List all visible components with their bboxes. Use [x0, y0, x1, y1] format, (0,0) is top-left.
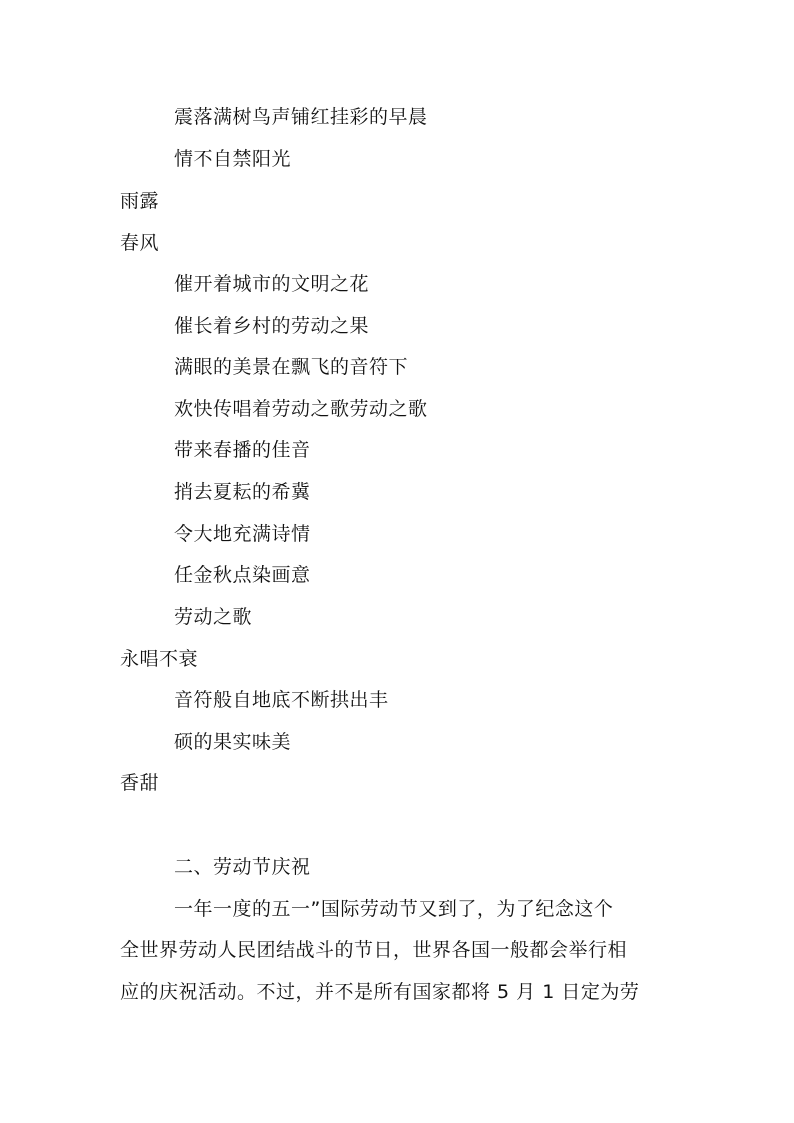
poem-line: 雨露 — [120, 190, 160, 212]
poem-line: 带来春播的佳音 — [174, 439, 311, 461]
poem-line: 欢快传唱着劳动之歌劳动之歌 — [174, 398, 428, 420]
poem-line: 音符般自地底不断拱出丰 — [174, 689, 389, 711]
poem-line: 硕的果实味美 — [174, 731, 292, 753]
poem-line: 香甜 — [120, 772, 160, 794]
paragraph-line: 一年一度的五一”国际劳动节又到了，为了纪念这个 — [174, 898, 614, 920]
poem-line: 捎去夏耘的希冀 — [174, 481, 311, 503]
poem-line: 劳动之歌 — [174, 606, 253, 628]
poem-line: 春风 — [120, 232, 160, 254]
poem-line: 满眼的美景在飘飞的音符下 — [174, 356, 409, 378]
poem-line: 情不自禁阳光 — [174, 148, 292, 170]
poem-line: 任金秋点染画意 — [174, 564, 311, 586]
poem-line: 令大地充满诗情 — [174, 523, 311, 545]
section-heading: 二、劳动节庆祝 — [174, 856, 311, 878]
poem-line: 催长着乡村的劳动之果 — [174, 315, 370, 337]
poem-line: 震落满树鸟声铺红挂彩的早晨 — [174, 106, 428, 128]
paragraph-line: 全世界劳动人民团结战斗的节日，世界各国一般都会举行相 — [120, 939, 628, 961]
poem-line: 催开着城市的文明之花 — [174, 273, 370, 295]
poem-line: 永唱不衰 — [120, 648, 199, 670]
paragraph-line: 应的庆祝活动。不过，并不是所有国家都将 5 月 1 日定为劳 — [120, 981, 640, 1003]
